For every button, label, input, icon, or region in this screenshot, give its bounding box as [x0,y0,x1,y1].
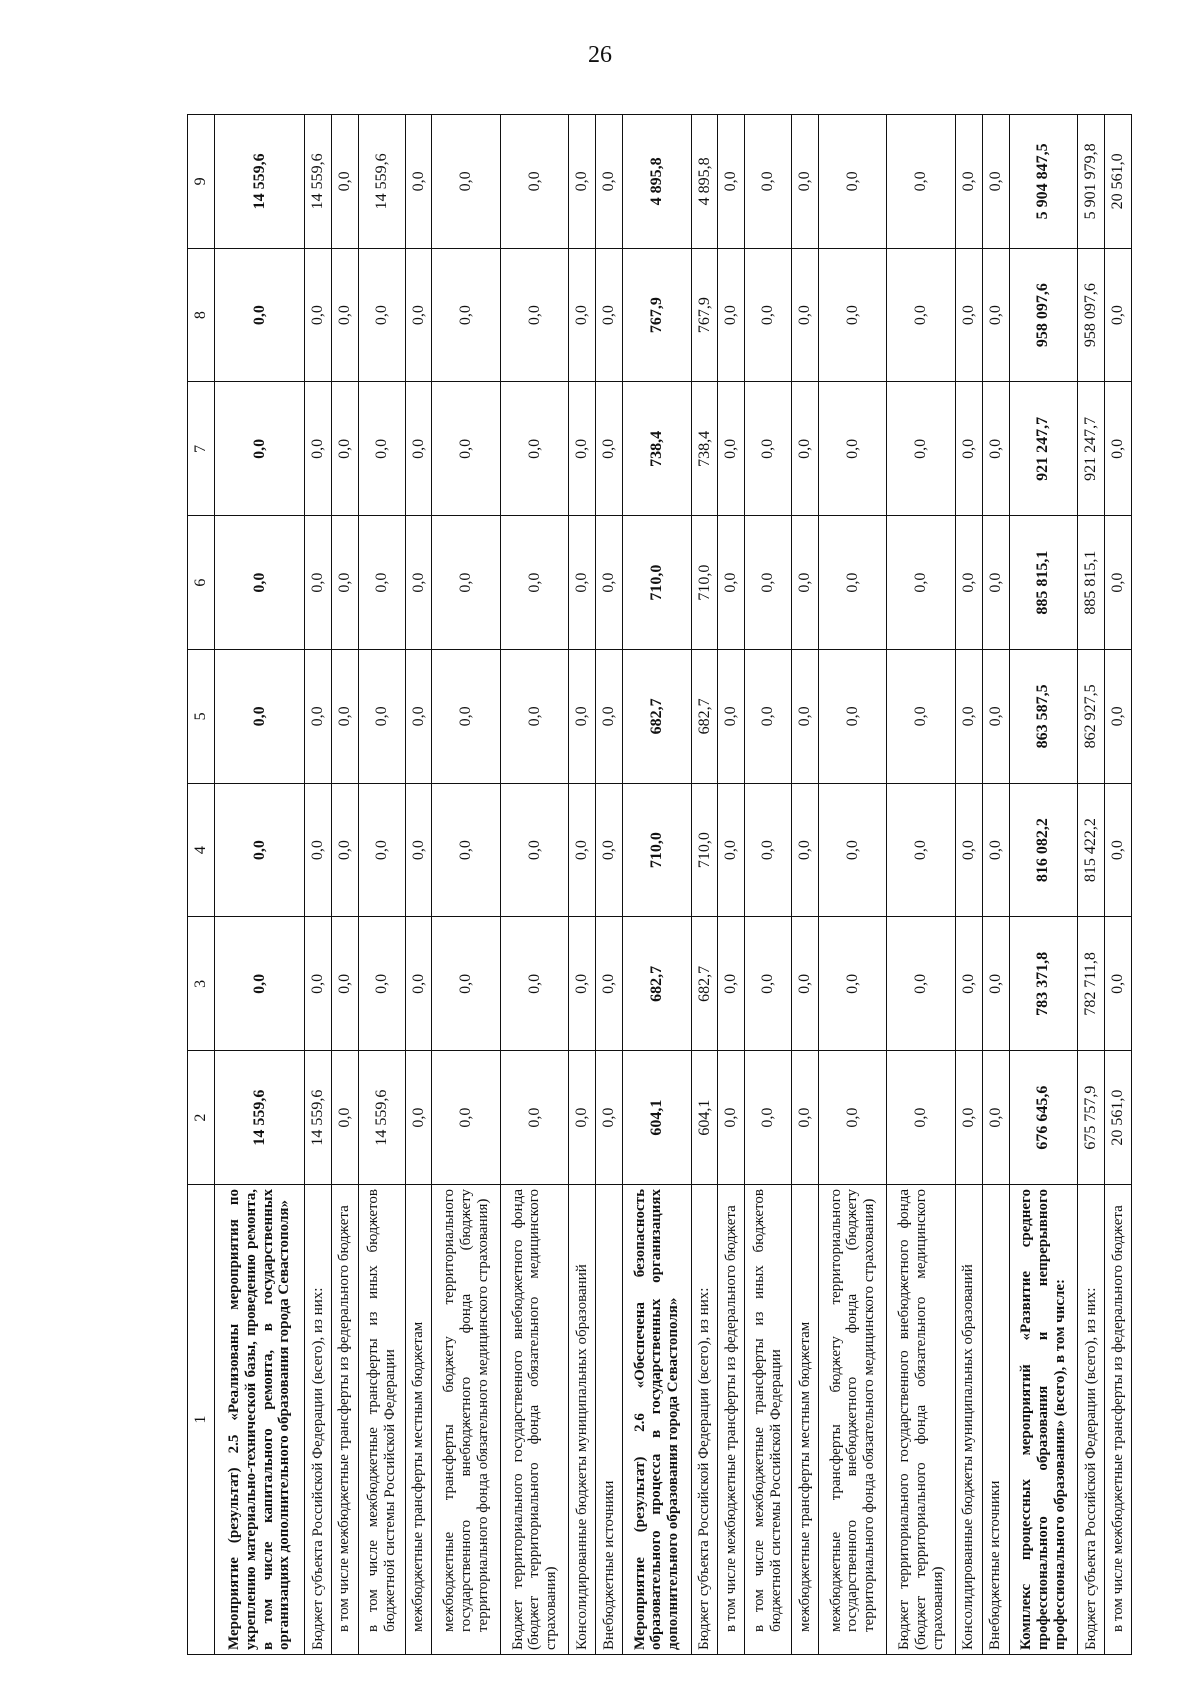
row-value: 0,0 [305,917,332,1051]
row-value: 0,0 [955,382,982,516]
row-value: 0,0 [792,115,819,249]
row-value: 0,0 [500,650,569,784]
row-label: Комплекс процессных мероприятий «Развитие среднего профессионального образования и непрерывного профессионального образования» (всего), в том числе: [1009,1185,1078,1655]
row-value: 0,0 [818,783,887,917]
row-value: 0,0 [596,1051,623,1185]
row-value: 0,0 [331,1051,358,1185]
table-row [596,115,623,1655]
row-value: 0,0 [596,917,623,1051]
table-row [745,115,792,1655]
row-value: 0,0 [432,1051,501,1185]
row-value: 0,0 [718,248,745,382]
row-value: 0,0 [982,1051,1009,1185]
row-value: 0,0 [887,516,956,650]
row-value: 0,0 [887,248,956,382]
row-value: 0,0 [405,1051,432,1185]
row-value: 0,0 [818,917,887,1051]
row-value: 0,0 [745,248,792,382]
row-value: 0,0 [792,382,819,516]
table-row [405,115,432,1655]
table-row [1104,115,1131,1655]
row-label: в том числе межбюджетные трансферты из федерального бюджета [718,1185,745,1655]
row-value: 0,0 [955,115,982,249]
row-value: 0,0 [432,783,501,917]
row-value: 682,7 [691,650,718,784]
row-value: 0,0 [596,115,623,249]
row-value: 0,0 [215,917,305,1051]
row-value: 862 927,5 [1078,650,1105,784]
table-body [215,115,1132,1655]
row-value: 958 097,6 [1078,248,1105,382]
row-value: 0,0 [982,248,1009,382]
row-value: 14 559,6 [358,115,405,249]
row-value: 0,0 [331,248,358,382]
row-value: 0,0 [818,115,887,249]
row-value: 675 757,9 [1078,1051,1105,1185]
header-row [188,115,215,1655]
row-value: 0,0 [745,1051,792,1185]
row-value: 0,0 [358,783,405,917]
row-value: 0,0 [432,650,501,784]
column-header: 4 [188,783,215,917]
row-value: 0,0 [718,382,745,516]
row-value: 0,0 [955,783,982,917]
row-value: 0,0 [1104,917,1131,1051]
row-value: 682,7 [623,650,692,784]
row-value: 0,0 [500,115,569,249]
row-value: 0,0 [569,248,596,382]
row-value: 0,0 [718,516,745,650]
row-value: 0,0 [887,783,956,917]
row-value: 0,0 [405,917,432,1051]
row-value: 0,0 [1104,516,1131,650]
row-value: 676 645,6 [1009,1051,1078,1185]
row-value: 0,0 [818,516,887,650]
row-label: межбюджетные трансферты бюджету территориального государственного внебюджетного фонда (бюджету территориального фонда обязательного медицинского страхования) [432,1185,501,1655]
table-row [1078,115,1105,1655]
row-value: 5 904 847,5 [1009,115,1078,249]
row-label: в том числе межбюджетные трансферты из федерального бюджета [331,1185,358,1655]
table-row [792,115,819,1655]
row-value: 0,0 [1104,650,1131,784]
table-row [818,115,887,1655]
row-label: Бюджет территориального государственного внебюджетного фонда (бюджет территориального фонда обязательного медицинского страхования) [500,1185,569,1655]
row-value: 0,0 [596,382,623,516]
row-value: 0,0 [569,1051,596,1185]
row-value: 0,0 [432,248,501,382]
row-value: 0,0 [745,115,792,249]
row-label: Бюджет субъекта Российской Федерации (всего), из них: [1078,1185,1105,1655]
row-value: 0,0 [982,917,1009,1051]
row-value: 0,0 [432,917,501,1051]
row-value: 0,0 [432,382,501,516]
row-value: 0,0 [405,783,432,917]
page-number: 26 [588,42,612,68]
row-value: 14 559,6 [215,115,305,249]
row-value: 5 901 979,8 [1078,115,1105,249]
table-row [982,115,1009,1655]
row-label: межбюджетные трансферты бюджету территориального государственного внебюджетного фонда (бюджету территориального фонда обязательного медицинского страхования) [818,1185,887,1655]
row-value: 0,0 [745,382,792,516]
row-value: 0,0 [982,783,1009,917]
row-value: 0,0 [887,650,956,784]
row-value: 0,0 [745,516,792,650]
row-value: 0,0 [569,783,596,917]
row-value: 863 587,5 [1009,650,1078,784]
row-value: 0,0 [500,248,569,382]
row-value: 710,0 [623,783,692,917]
row-value: 885 815,1 [1078,516,1105,650]
row-value: 0,0 [596,650,623,784]
row-value: 0,0 [500,516,569,650]
row-value: 604,1 [691,1051,718,1185]
row-value: 0,0 [215,382,305,516]
row-value: 0,0 [718,917,745,1051]
row-value: 0,0 [215,650,305,784]
row-value: 0,0 [569,115,596,249]
row-value: 0,0 [331,115,358,249]
row-value: 0,0 [305,382,332,516]
row-value: 0,0 [818,382,887,516]
row-value: 0,0 [305,516,332,650]
row-value: 0,0 [745,783,792,917]
row-value: 0,0 [718,783,745,917]
row-value: 710,0 [691,516,718,650]
row-label: Консолидированные бюджеты муниципальных образований [569,1185,596,1655]
row-value: 0,0 [982,115,1009,249]
table-row [432,115,501,1655]
row-value: 815 422,2 [1078,783,1105,917]
row-value: 0,0 [745,650,792,784]
column-header: 1 [188,1185,215,1655]
row-label: Мероприятие (результат) 2.5 «Реализованы мероприятия по укреплению материально-технической базы, проведению ремонта, в том числе капитального ремонта, в государственных организациях дополнительного образования города Севастополя» [215,1185,305,1655]
row-label: Бюджет субъекта Российской Федерации (всего), из них: [691,1185,718,1655]
row-value: 0,0 [1104,783,1131,917]
column-header: 6 [188,516,215,650]
row-value: 0,0 [596,248,623,382]
row-value: 0,0 [982,516,1009,650]
table-row [500,115,569,1655]
row-value: 0,0 [405,115,432,249]
row-value: 0,0 [818,650,887,784]
row-label: межбюджетные трансферты местным бюджетам [405,1185,432,1655]
row-value: 0,0 [982,650,1009,784]
row-value: 0,0 [718,115,745,249]
row-label: в том числе межбюджетные трансферты из федерального бюджета [1104,1185,1131,1655]
row-value: 0,0 [331,516,358,650]
row-value: 0,0 [569,382,596,516]
row-value: 0,0 [955,1051,982,1185]
table-row [691,115,718,1655]
row-value: 682,7 [623,917,692,1051]
row-value: 0,0 [792,248,819,382]
row-value: 0,0 [982,382,1009,516]
row-value: 0,0 [405,650,432,784]
row-value: 0,0 [305,248,332,382]
row-value: 783 371,8 [1009,917,1078,1051]
row-value: 0,0 [596,783,623,917]
row-label: межбюджетные трансферты местным бюджетам [792,1185,819,1655]
row-value: 885 815,1 [1009,516,1078,650]
row-value: 14 559,6 [305,1051,332,1185]
row-value: 0,0 [215,248,305,382]
table-row [623,115,692,1655]
row-value: 14 559,6 [305,115,332,249]
row-value: 767,9 [691,248,718,382]
row-value: 0,0 [569,516,596,650]
row-value: 0,0 [955,917,982,1051]
row-value: 782 711,8 [1078,917,1105,1051]
row-label: в том числе межбюджетные трансферты из иных бюджетов бюджетной системы Российской Федерации [745,1185,792,1655]
row-value: 0,0 [215,516,305,650]
row-value: 0,0 [331,917,358,1051]
row-value: 816 082,2 [1009,783,1078,917]
row-value: 0,0 [792,783,819,917]
row-value: 0,0 [887,382,956,516]
row-value: 0,0 [792,650,819,784]
table-row [569,115,596,1655]
column-header: 2 [188,1051,215,1185]
row-value: 0,0 [405,382,432,516]
row-label: Внебюджетные источники [596,1185,623,1655]
row-value: 0,0 [358,650,405,784]
row-value: 0,0 [358,917,405,1051]
column-header: 8 [188,248,215,382]
row-value: 0,0 [432,115,501,249]
row-value: 0,0 [331,783,358,917]
row-value: 0,0 [569,650,596,784]
row-label: Консолидированные бюджеты муниципальных образований [955,1185,982,1655]
row-value: 0,0 [405,248,432,382]
row-value: 0,0 [718,650,745,784]
row-value: 14 559,6 [358,1051,405,1185]
row-label: Бюджет территориального государственного внебюджетного фонда (бюджет территориального фонда обязательного медицинского страхования) [887,1185,956,1655]
row-value: 958 097,6 [1009,248,1078,382]
rotated-table-wrapper [187,115,1132,1655]
row-value: 0,0 [818,1051,887,1185]
row-value: 0,0 [887,1051,956,1185]
row-label: Мероприятие (результат) 2.6 «Обеспечена безопасность образовательного процесса в государственных организациях дополнительного образования города Севастополя» [623,1185,692,1655]
table-row [358,115,405,1655]
row-value: 0,0 [500,1051,569,1185]
row-value: 604,1 [623,1051,692,1185]
row-label: Бюджет субъекта Российской Федерации (всего), из них: [305,1185,332,1655]
row-value: 0,0 [305,650,332,784]
row-value: 0,0 [500,917,569,1051]
row-value: 0,0 [745,917,792,1051]
row-value: 0,0 [596,516,623,650]
row-value: 0,0 [331,382,358,516]
row-value: 0,0 [405,516,432,650]
row-value: 4 895,8 [623,115,692,249]
row-value: 738,4 [691,382,718,516]
row-value: 0,0 [500,382,569,516]
row-value: 0,0 [818,248,887,382]
row-value: 710,0 [623,516,692,650]
row-value: 0,0 [955,650,982,784]
row-value: 0,0 [955,248,982,382]
row-value: 0,0 [1104,382,1131,516]
table-row [331,115,358,1655]
column-header: 7 [188,382,215,516]
row-value: 921 247,7 [1078,382,1105,516]
table-row [1009,115,1078,1655]
row-value: 738,4 [623,382,692,516]
table-row [215,115,305,1655]
row-value: 20 561,0 [1104,1051,1131,1185]
table-row [305,115,332,1655]
row-value: 0,0 [569,917,596,1051]
row-value: 0,0 [1104,248,1131,382]
table-row [887,115,956,1655]
row-value: 20 561,0 [1104,115,1131,249]
row-value: 0,0 [305,783,332,917]
row-label: в том числе межбюджетные трансферты из иных бюджетов бюджетной системы Российской Федерации [358,1185,405,1655]
column-header: 9 [188,115,215,249]
row-value: 0,0 [955,516,982,650]
budget-table [187,114,1132,1655]
row-value: 0,0 [432,516,501,650]
row-value: 767,9 [623,248,692,382]
row-value: 0,0 [887,115,956,249]
row-value: 921 247,7 [1009,382,1078,516]
row-value: 0,0 [331,650,358,784]
row-value: 0,0 [792,1051,819,1185]
row-value: 14 559,6 [215,1051,305,1185]
row-value: 0,0 [358,382,405,516]
row-value: 0,0 [358,516,405,650]
row-value: 0,0 [358,248,405,382]
row-value: 4 895,8 [691,115,718,249]
column-header: 3 [188,917,215,1051]
row-value: 710,0 [691,783,718,917]
row-value: 0,0 [792,917,819,1051]
row-value: 0,0 [887,917,956,1051]
table-row [955,115,982,1655]
table-row [718,115,745,1655]
row-value: 0,0 [215,783,305,917]
row-value: 0,0 [500,783,569,917]
row-value: 682,7 [691,917,718,1051]
row-value: 0,0 [792,516,819,650]
row-label: Внебюджетные источники [982,1185,1009,1655]
column-header: 5 [188,650,215,784]
row-value: 0,0 [718,1051,745,1185]
